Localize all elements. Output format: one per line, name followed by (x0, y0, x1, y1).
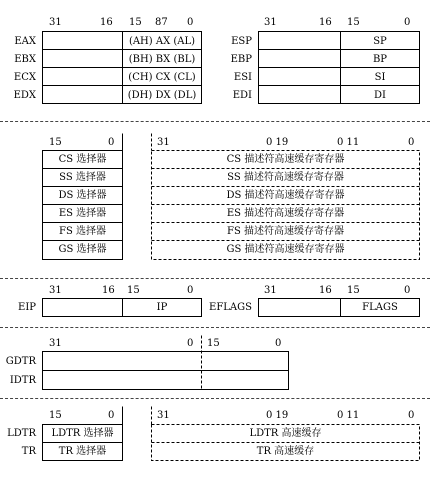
register-value-ip: IP (156, 302, 168, 313)
bit-label: 0 (108, 410, 115, 421)
bit-label: 0 (187, 338, 194, 349)
register-value-si: SI (374, 72, 386, 83)
bit-label: 0 (404, 17, 411, 28)
bit-label: 0 (108, 137, 115, 148)
selector-cs: CS 选择器 (58, 154, 107, 165)
register-name-esi: ESI (233, 72, 252, 83)
register-value-bp: BP (372, 54, 388, 65)
bit-label: 15 (129, 17, 142, 28)
register-name-edx: EDX (13, 90, 36, 101)
selector-es: ES 选择器 (58, 208, 107, 219)
bit-label: 87 (155, 17, 168, 28)
bit-label: 15 (347, 285, 360, 296)
bit-label: 15 (207, 338, 220, 349)
bit-label: 0 11 (337, 410, 360, 421)
selector-fs: FS 选择器 (59, 226, 106, 237)
cache-ldtr: LDTR 高速缓存 (249, 428, 322, 439)
descriptor-cache-ss: SS 描述符高速缓存寄存器 (227, 172, 344, 183)
bit-label: 0 19 (266, 410, 289, 421)
register-name-tr: TR (21, 446, 36, 457)
register-name-ecx: ECX (13, 72, 36, 83)
register-value-sp: SP (373, 36, 387, 47)
register-name-gdtr: GDTR (5, 356, 36, 367)
bit-label: 15 (127, 285, 140, 296)
selector-tr: TR 选择器 (58, 446, 107, 457)
bit-label: 0 (275, 338, 282, 349)
register-value-dx: (DH) DX (DL) (127, 90, 197, 101)
bit-label: 31 (264, 285, 277, 296)
bit-label: 16 (319, 17, 332, 28)
register-value-bx: (BH) BX (BL) (128, 54, 196, 65)
register-name-eip: EIP (18, 302, 36, 313)
register-name-eax: EAX (14, 36, 36, 47)
bit-label: 15 (49, 137, 62, 148)
bit-label: 15 (49, 410, 62, 421)
bit-label: 0 (408, 410, 415, 421)
register-name-ldtr: LDTR (7, 428, 36, 439)
cache-tr: TR 高速缓存 (256, 446, 315, 457)
descriptor-cache-fs: FS 描述符高速缓存寄存器 (227, 226, 344, 237)
bit-label: 0 (408, 137, 415, 148)
section-separator (0, 398, 430, 399)
bit-label: 31 (49, 17, 62, 28)
bit-label: 16 (100, 17, 113, 28)
bit-label: 31 (157, 137, 170, 148)
bit-label: 16 (102, 285, 115, 296)
bit-label: 16 (319, 285, 332, 296)
bit-label: 31 (157, 410, 170, 421)
bit-label: 0 (187, 17, 194, 28)
selector-ldtr: LDTR 选择器 (51, 428, 114, 439)
register-name-ebx: EBX (14, 54, 36, 65)
register-name-eflags: EFLAGS (209, 302, 252, 313)
bit-label: 31 (264, 17, 277, 28)
section-separator (0, 327, 430, 328)
descriptor-cache-gs: GS 描述符高速缓存寄存器 (226, 244, 345, 255)
register-name-edi: EDI (232, 90, 252, 101)
register-value-flags: FLAGS (362, 302, 398, 313)
register-value-cx: (CH) CX (CL) (128, 72, 196, 83)
section-separator (0, 121, 430, 122)
descriptor-cache-ds: DS 描述符高速缓存寄存器 (226, 190, 345, 201)
descriptor-cache-es: ES 描述符高速缓存寄存器 (226, 208, 345, 219)
bit-label: 0 19 (266, 137, 289, 148)
bit-label: 31 (49, 338, 62, 349)
bit-label: 0 11 (337, 137, 360, 148)
register-value-ax: (AH) AX (AL) (128, 36, 196, 47)
bit-label: 0 (187, 285, 194, 296)
selector-ds: DS 选择器 (58, 190, 107, 201)
bit-label: 0 (404, 285, 411, 296)
register-name-esp: ESP (231, 36, 252, 47)
selector-ss: SS 选择器 (59, 172, 106, 183)
register-name-ebp: EBP (230, 54, 252, 65)
descriptor-cache-cs: CS 描述符高速缓存寄存器 (226, 154, 345, 165)
bit-label: 31 (49, 285, 62, 296)
selector-gs: GS 选择器 (58, 244, 107, 255)
section-separator (0, 278, 430, 279)
register-value-di: DI (374, 90, 386, 101)
bit-label: 15 (347, 17, 360, 28)
register-name-idtr: IDTR (9, 375, 36, 386)
